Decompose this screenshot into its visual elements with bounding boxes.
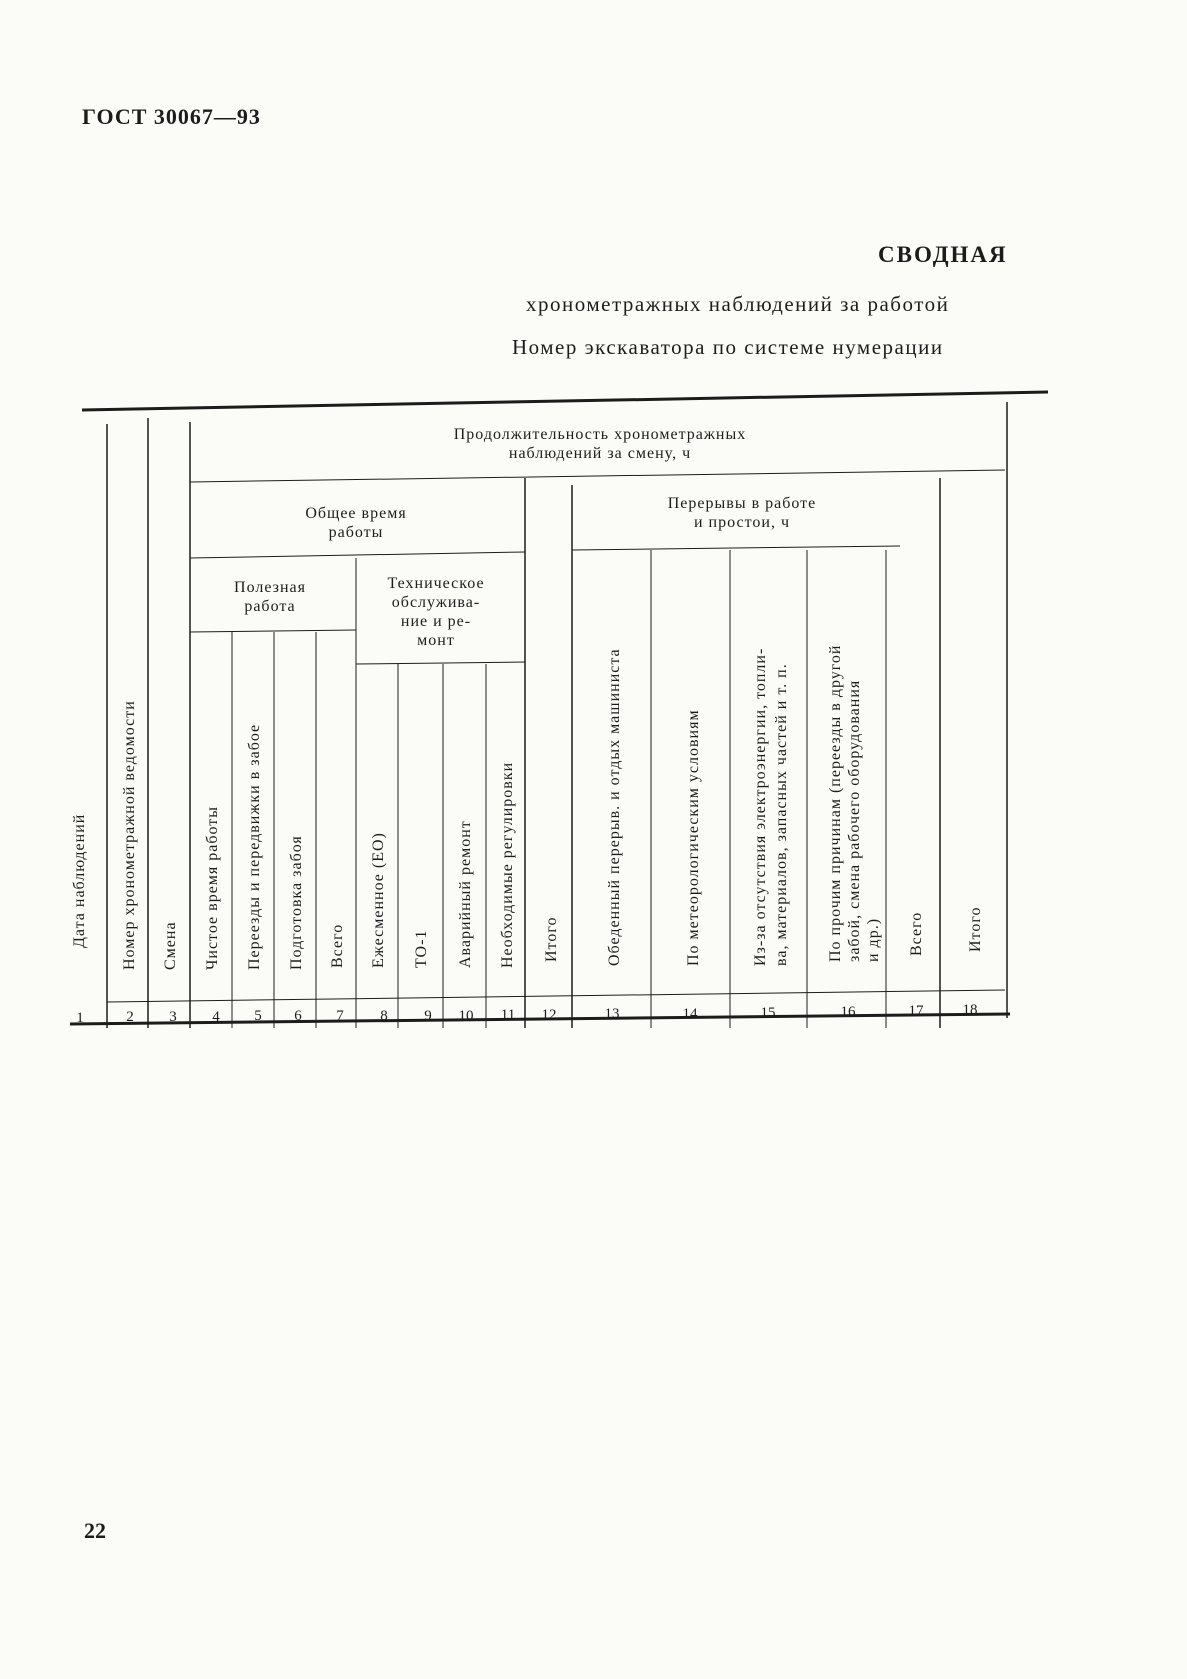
document-subtitle-2: Номер экскаватора по системе нумерации <box>512 335 944 359</box>
table-column-headers <box>71 645 984 970</box>
column-header-10: Аварийный ремонт <box>457 820 474 968</box>
header-total-time-line-1: Общее время <box>305 505 407 522</box>
column-header-2: Номер хронометражной ведомости <box>121 700 138 970</box>
document-title: СВОДНАЯ <box>878 242 1008 267</box>
header-total-time-line-2: работы <box>328 524 384 541</box>
column-header-18: Итого <box>967 906 984 952</box>
header-maintenance-line-3: ние и ре- <box>400 613 472 630</box>
document-code: ГОСТ 30067—93 <box>82 104 261 129</box>
column-header-17: Всего <box>908 911 925 956</box>
column-header-1: Дата наблюдений <box>71 813 88 948</box>
column-number-11: 11 <box>500 1007 516 1023</box>
column-header-6: Подготовка забоя <box>288 835 305 970</box>
page-number: 22 <box>84 1518 106 1543</box>
column-number-8: 8 <box>380 1008 388 1024</box>
column-header-16-line-1: По прочим причинам (переезды в другой <box>827 644 844 962</box>
column-number-12: 12 <box>541 1007 557 1023</box>
column-number-1: 1 <box>76 1010 84 1026</box>
document-subtitle-1: хронометражных наблюдений за работой <box>526 292 950 316</box>
column-number-17: 17 <box>908 1003 924 1019</box>
column-number-2: 2 <box>126 1009 134 1025</box>
column-header-9: ТО-1 <box>413 929 430 968</box>
column-header-3: Смена <box>162 921 179 970</box>
table-column-numbers <box>76 1002 977 1026</box>
column-number-16: 16 <box>840 1004 856 1020</box>
column-number-18: 18 <box>962 1002 978 1018</box>
column-number-7: 7 <box>336 1008 344 1024</box>
column-number-4: 4 <box>212 1009 220 1025</box>
column-header-13: Обеденный перерыв. и отдых машиниста <box>606 648 623 966</box>
header-duration-line-1: Продолжительность хронометражных <box>453 426 747 443</box>
column-header-4: Чистое время работы <box>204 805 221 970</box>
header-duration-line-2: наблюдений за смену, ч <box>508 445 692 462</box>
column-header-14: По метеорологическим условиям <box>685 709 702 966</box>
column-number-14: 14 <box>682 1006 698 1022</box>
column-header-16-line-3: и др.) <box>865 917 882 962</box>
column-header-15-line-2: ва, материалов, запасных частей и т. п. <box>773 663 790 966</box>
header-maintenance-line-1: Техническое <box>387 575 485 592</box>
column-number-6: 6 <box>294 1008 302 1024</box>
column-header-12: Итого <box>543 916 560 962</box>
column-number-13: 13 <box>604 1006 620 1022</box>
header-useful-line-2: работа <box>244 598 296 615</box>
column-header-8: Ежесменное (ЕО) <box>370 832 387 968</box>
column-header-11: Необходимые регулировки <box>499 761 516 968</box>
header-breaks-line-2: и простои, ч <box>693 514 791 531</box>
column-header-5: Переезды и передвижки в забое <box>246 723 263 970</box>
column-number-5: 5 <box>254 1008 262 1024</box>
column-number-15: 15 <box>760 1005 776 1021</box>
header-maintenance-line-4: монт <box>417 632 455 649</box>
header-useful-line-1: Полезная <box>234 579 306 596</box>
column-header-15-line-1: Из-за отсутствия электроэнергии, топли- <box>752 647 769 966</box>
header-breaks-line-1: Перерывы в работе <box>667 495 817 512</box>
column-number-9: 9 <box>424 1008 432 1024</box>
column-number-10: 10 <box>458 1008 474 1024</box>
column-header-7: Всего <box>329 923 346 968</box>
column-number-3: 3 <box>169 1009 177 1025</box>
header-maintenance-line-2: обслужива- <box>391 594 481 611</box>
column-header-16-line-2: забой, смена рабочего оборудования <box>846 679 863 962</box>
